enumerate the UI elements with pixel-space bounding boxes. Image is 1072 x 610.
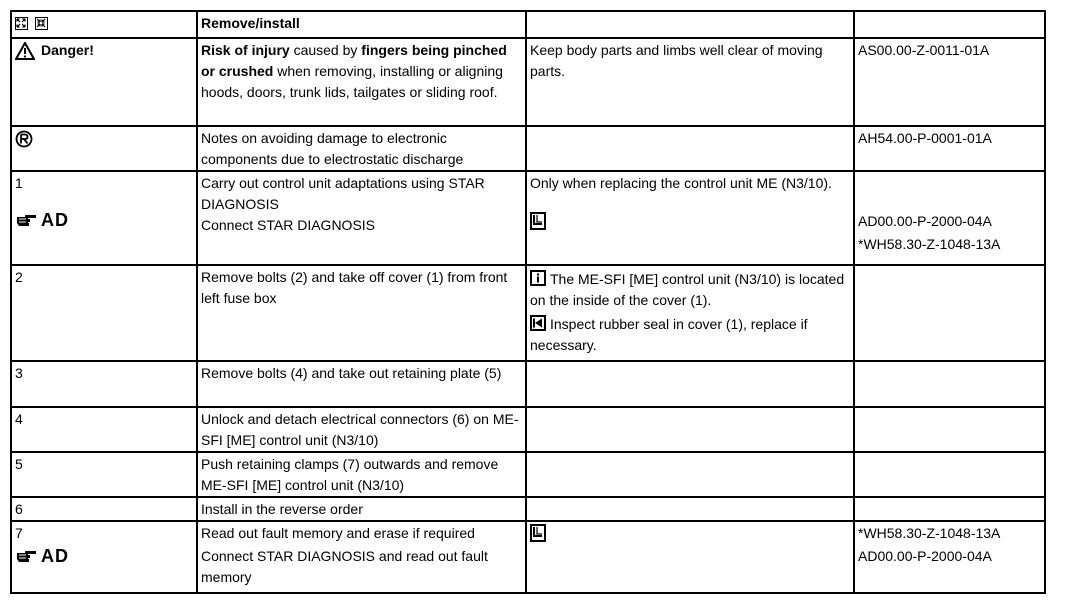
step-text: Unlock and detach electrical connectors (6) on ME-SFI [ME] control unit (N3/10) <box>197 407 526 452</box>
step-text: Install in the reverse order <box>197 497 526 521</box>
step-number: 2 <box>11 265 197 361</box>
expand-icon[interactable] <box>15 17 28 30</box>
step-number: 5 <box>11 452 197 497</box>
step-refs-cell <box>854 265 1045 361</box>
ad-diagnosis-link[interactable] <box>15 546 193 567</box>
ref-link[interactable]: AD00.00-P-2000-04A <box>858 548 992 564</box>
step-number: 3 <box>11 361 197 407</box>
inspect-text: Inspect rubber seal in cover (1), replace if necessary. <box>530 316 808 353</box>
esd-row <box>11 126 1045 171</box>
document-icon[interactable] <box>530 212 546 236</box>
step-text: Connect STAR DIAGNOSIS and read out fault memory <box>201 548 488 585</box>
danger-text-1: caused by <box>289 42 362 58</box>
danger-text-bold-2: fingers being pinched or crushed <box>201 42 507 79</box>
pointing-hand-icon <box>15 547 39 565</box>
step-text-cell <box>197 171 526 265</box>
info-icon <box>530 270 546 286</box>
step-text: Push retaining clamps (7) outwards and remove ME-SFI [ME] control unit (N3/10) <box>197 452 526 497</box>
header-title: Remove/install <box>197 11 526 38</box>
step-text: Connect STAR DIAGNOSIS <box>201 217 376 233</box>
step-num-cell <box>11 171 197 265</box>
step-row <box>11 265 1045 361</box>
ref-link[interactable]: *WH58.30-Z-1048-13A <box>858 236 1001 252</box>
header-col3 <box>526 11 854 38</box>
info-text: The ME-SFI [ME] control unit (N3/10) is located on the inside of the cover (1). <box>530 271 845 308</box>
step-remark-cell <box>526 452 854 497</box>
esd-icon-cell <box>11 126 197 171</box>
danger-warning <box>15 40 94 61</box>
info-note <box>530 269 850 311</box>
esd-text: Notes on avoiding damage to electronic components due to electrostatic discharge <box>197 126 526 171</box>
step-remark-cell <box>526 407 854 452</box>
step-number: 1 <box>15 175 23 191</box>
step-refs-cell <box>854 521 1045 593</box>
procedure-table <box>10 10 1046 594</box>
step-num-cell <box>11 521 197 593</box>
step-text: Read out fault memory and erase if required <box>201 525 475 541</box>
step-refs-cell <box>854 497 1045 521</box>
ad-label: AD <box>41 546 69 566</box>
step-remark-cell <box>526 361 854 407</box>
pointing-hand-icon <box>15 211 39 229</box>
step-remark-cell <box>526 265 854 361</box>
inspect-icon <box>530 315 546 331</box>
step-text-cell <box>197 521 526 593</box>
inspect-note <box>530 314 850 356</box>
document-icon[interactable] <box>530 524 546 548</box>
esd-icon <box>15 130 33 148</box>
step-remark-cell <box>526 171 854 265</box>
table-header-row <box>11 11 1045 38</box>
danger-text-cell <box>197 38 526 126</box>
danger-text-2: when removing, installing or aligning hoods, doors, trunk lids, tailgates or sliding roof. <box>201 63 503 100</box>
collapse-icon[interactable] <box>35 17 48 30</box>
step-refs-cell <box>854 361 1045 407</box>
step-number: 4 <box>11 407 197 452</box>
ref-link[interactable]: *WH58.30-Z-1048-13A <box>858 525 1001 541</box>
step-refs-cell <box>854 407 1045 452</box>
ad-label: AD <box>41 210 69 230</box>
step-text: Carry out control unit adaptations using STAR DIAGNOSIS <box>201 175 485 212</box>
header-icons-cell <box>11 11 197 38</box>
step-text: Remove bolts (4) and take out retaining plate (5) <box>197 361 526 407</box>
danger-label-cell <box>11 38 197 126</box>
step-row <box>11 171 1045 265</box>
step-refs-cell <box>854 452 1045 497</box>
ref-link[interactable]: AD00.00-P-2000-04A <box>858 213 992 229</box>
warning-triangle-icon <box>15 42 35 60</box>
step-remark: Only when replacing the control unit ME (N3/10). <box>530 175 832 191</box>
header-col4 <box>854 11 1045 38</box>
step-refs-cell <box>854 171 1045 265</box>
step-row <box>11 497 1045 521</box>
step-row <box>11 521 1045 593</box>
esd-ref-link[interactable]: AH54.00-P-0001-01A <box>854 126 1045 171</box>
danger-row <box>11 38 1045 126</box>
step-row <box>11 452 1045 497</box>
danger-ref-link[interactable]: AS00.00-Z-0011-01A <box>854 38 1045 126</box>
ref-spacer <box>858 173 1041 194</box>
danger-remark: Keep body parts and limbs well clear of moving parts. <box>526 38 854 126</box>
step-remark-cell <box>526 497 854 521</box>
danger-label: Danger! <box>41 42 94 58</box>
ad-diagnosis-link[interactable] <box>15 210 193 231</box>
step-number: 6 <box>11 497 197 521</box>
step-row <box>11 361 1045 407</box>
danger-text-bold-1: Risk of injury <box>201 42 290 58</box>
step-remark-cell <box>526 521 854 593</box>
step-number: 7 <box>15 525 23 541</box>
step-row <box>11 407 1045 452</box>
step-text: Remove bolts (2) and take off cover (1) from front left fuse box <box>197 265 526 361</box>
esd-remark <box>526 126 854 171</box>
